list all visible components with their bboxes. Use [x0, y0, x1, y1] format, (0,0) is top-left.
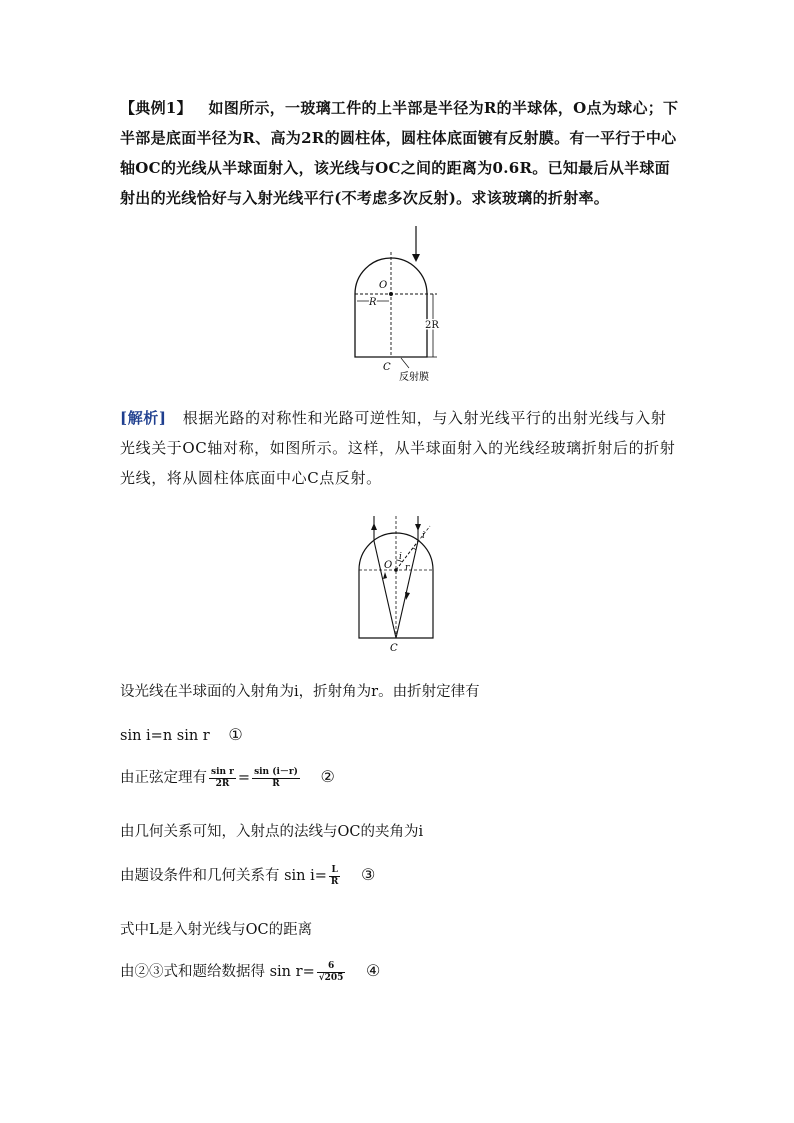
step-7-prefix: 由②③式和题给数据得 sin r= — [120, 964, 315, 980]
step-2-equation: sin i=n sin r — [120, 728, 210, 744]
label-2R: 2R — [425, 320, 439, 331]
label-O: O — [379, 280, 388, 291]
fraction-6-sqrt205: $\frac{6}{√205}$ — [318, 960, 344, 983]
step-5-prefix: 由题设条件和几何关系有 sin i= — [120, 868, 327, 884]
film-leader — [401, 358, 409, 368]
fraction-L-R: $\frac{L}{R}$ — [330, 864, 339, 887]
problem-tag: 【典例1】 — [120, 99, 192, 117]
arrow-head-left — [371, 523, 377, 530]
step-7 — [120, 960, 380, 984]
arrow-mid-right — [405, 592, 410, 600]
label-r: r — [405, 563, 410, 573]
analysis-paragraph — [120, 403, 680, 493]
label-film: 反射膜 — [399, 372, 429, 383]
label-i: i — [399, 552, 402, 562]
figure-2 — [352, 512, 452, 654]
equation-mark-4: ④ — [366, 961, 381, 980]
step-2 — [120, 725, 243, 744]
angle-arc-r — [413, 548, 416, 550]
equation-mark-2: ② — [320, 767, 335, 786]
equation-mark-1: ① — [228, 725, 243, 744]
problem-text: 如图所示，一玻璃工件的上半部是半径为R的半球体，O点为球心；下半部是底面半径为R、高为2R的圆柱体，圆柱体底面镀有反射膜。有一平行于中心轴OC的光线从半球面射入，该光线与OC之间的距离为0.6R。已知最后从半球面射出的光线恰好与入射光线平行(不考虑多次反射)。求该玻璃的折射率。 — [120, 99, 679, 207]
arrow-head-right — [415, 524, 421, 531]
fraction-sinr-2R: $\frac{\text{sin r}}{2R}$ — [211, 766, 234, 789]
step-3 — [120, 766, 335, 790]
problem-paragraph — [120, 93, 680, 213]
step-3-prefix: 由正弦定理有 — [120, 770, 207, 786]
analysis-tag: [解析] — [120, 409, 167, 427]
arrow-mid-left — [383, 572, 387, 579]
step-1: 设光线在半球面的入射角为i，折射角为r。由折射定律有 — [120, 684, 480, 700]
arrow-head — [412, 254, 420, 262]
label-R: R — [369, 297, 377, 308]
center-point — [389, 292, 393, 296]
step-4: 由几何关系可知，入射点的法线与OC的夹角为i — [120, 824, 424, 840]
label-C: C — [383, 362, 391, 373]
label-O-2: O — [384, 560, 393, 571]
step-6: 式中L是入射光线与OC的距离 — [120, 922, 313, 938]
analysis-text: 根据光路的对称性和光路可逆性知，与入射光线平行的出射光线与入射光线关于OC轴对称，如图所示。这样，从半球面射入的光线经玻璃折射后的折射光线，将从圆柱体底面中心C点反射。 — [120, 409, 676, 487]
fraction-sin-i-r-R: $\frac{\sin (i-r)}{R}$ — [254, 766, 298, 789]
equation-mark-3: ③ — [361, 865, 376, 884]
center-point-2 — [394, 568, 398, 572]
step-5 — [120, 864, 375, 888]
label-C-2: C — [390, 643, 398, 654]
figure-1 — [345, 224, 465, 384]
refracted-ray-left — [374, 541, 396, 638]
equals-sign: = — [237, 770, 251, 786]
label-i-top: i — [422, 531, 425, 541]
